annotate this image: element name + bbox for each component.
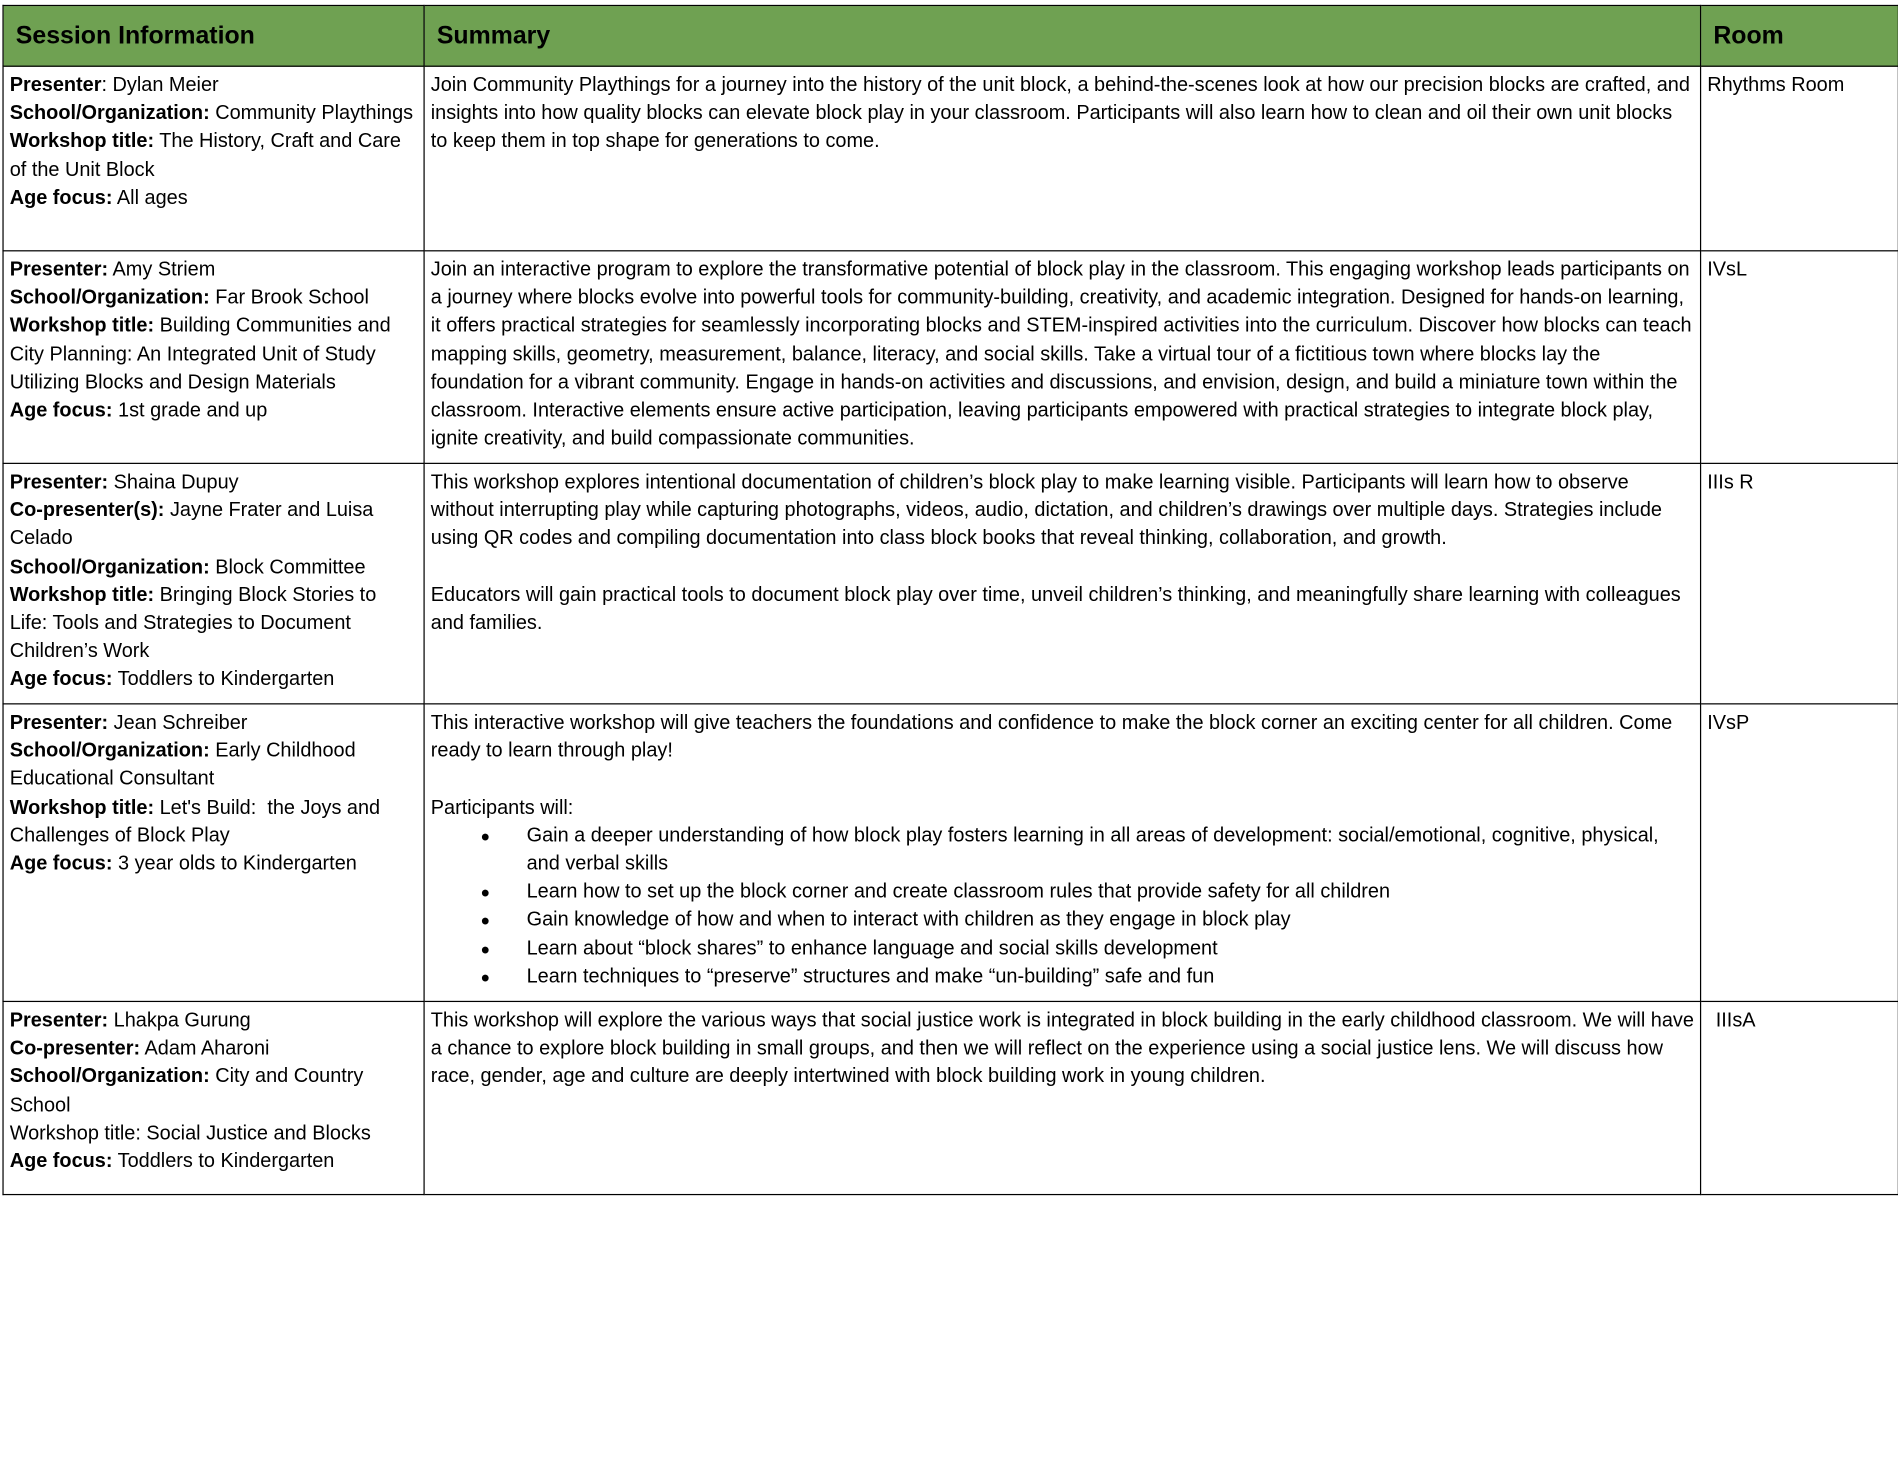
workshop-title-label: Workshop title: [9, 130, 155, 153]
room-cell [1701, 1001, 1898, 1194]
workshop-title-line [10, 582, 418, 667]
age-focus-line [10, 850, 418, 878]
list-item [480, 878, 1694, 906]
session-info-cell [3, 463, 424, 703]
presenter-line [10, 709, 418, 737]
table-row [3, 1001, 1898, 1194]
age-focus-label: Age focus: [9, 852, 113, 875]
age-focus: Toddlers to Kindergarten [112, 1150, 335, 1173]
presenter-label: Presenter: [9, 711, 109, 734]
school-name: Early Childhood Educational Consultant [9, 739, 356, 790]
age-focus-line [10, 1148, 418, 1176]
school-line [10, 553, 418, 581]
summary-paragraph-2: Educators will gain practical tools to document block play over time, unveil children’s thinking, and meaningfully share learning with colleagues and families. [430, 583, 1681, 635]
age-focus-label: Age focus: [9, 186, 113, 209]
summary-text: This workshop will explore the various ways that social justice work is integrated in block building in the early childhood classroom. We will have a chance to explore block building in small groups, and then we will reflect on the experience using a social justice lens. We will discuss how race, gender, age and culture are deeply intertwined with block building work in young children. [430, 1009, 1694, 1088]
presenter-line [10, 72, 418, 100]
presenter-label: Presenter: [9, 1009, 109, 1032]
presenter-name: Amy Striem [108, 258, 216, 281]
summary-text: Join Community Playthings for a journey into the history of the unit block, a behind-the-scenes look at how our precision blocks are crafted, and insights into how quality blocks can elevate block play in your classroom. Participants will also learn how to clean and oil their own unit blocks to keep them in top shape for generations to come. [430, 74, 1690, 153]
school-line [10, 738, 418, 794]
summary-cell [424, 66, 1700, 251]
copresenter-names: Jayne Frater and Luisa Celado [9, 499, 374, 550]
summary-paragraph-1: This interactive workshop will give teachers the foundations and confidence to make the block corner an exciting center for all children. Come ready to learn through play! [430, 711, 1673, 762]
school-name: Community Playthings [209, 102, 414, 125]
summary-cell [424, 704, 1700, 1002]
room-name: IVsL [1707, 258, 1748, 281]
presenter-name: Jean Schreiber [108, 711, 248, 734]
summary-text: Join an interactive program to explore the transformative potential of block play in the classroom. This engaging workshop leads participants on a journey where blocks evolve into powerful tools for community-building, creativity, and academic integration. Designed for hands-on learning, it offers practical strategies for seamlessly incorporating blocks and STEM-inspired activities into the curriculum. Discover how blocks can teach mapping skills, geometry, measurement, balance, literacy, and social skills. Take a virtual tour of a fictitious town where blocks lay the foundation for a vibrant community. Engage in hands-on activities and discussions, and envision, design, and build a miniature town within the classroom. Interactive elements ensure active participation, leaving participants empowered with practical strategies to integrate block play, ignite creativity, and build compassionate communities. [430, 258, 1692, 450]
workshop-title-label: Workshop title: [9, 583, 155, 606]
school-line [10, 1063, 418, 1119]
table-row [3, 463, 1898, 703]
workshop-title-line [10, 128, 418, 184]
presenter-name: Dylan Meier [107, 74, 219, 96]
school-label: School/Organization: [9, 739, 210, 762]
workshop-title-line: Workshop title: Social Justice and Blocks [9, 1122, 371, 1144]
school-name: Far Brook School [209, 286, 369, 309]
school-label: School/Organization: [9, 1065, 210, 1088]
session-info-cell [3, 704, 424, 1002]
list-item-text: Learn how to set up the block corner and create classroom rules that provide safety for all children [526, 880, 1391, 903]
summary-cell [424, 251, 1700, 464]
list-item-text: Gain knowledge of how and when to interact with children as they engage in block play [526, 909, 1291, 931]
bullet-icon: ● [480, 826, 491, 846]
presenter-name: Lhakpa Gurung [108, 1009, 251, 1032]
list-item [480, 822, 1694, 878]
bullet-icon: ● [480, 967, 491, 987]
list-item [480, 963, 1694, 991]
workshop-title: Let's Build: the Joys and Challenges of Block Play [9, 796, 386, 847]
workshop-title: The History, Craft and Care of the Unit Block [9, 130, 401, 181]
copresenter-label: Co-presenter: [9, 1037, 141, 1060]
workshop-title-line [10, 794, 418, 850]
presenter-line [10, 469, 418, 497]
summary-header: Summary [424, 5, 1700, 66]
school-label: School/Organization: [9, 102, 210, 125]
presenter-label: Presenter [9, 74, 102, 96]
workshop-title-label: Workshop title: [9, 796, 155, 819]
list-item-text: Learn techniques to “preserve” structures and make “un-building” safe and fun [526, 965, 1215, 988]
age-focus-line [10, 184, 418, 212]
list-item [480, 907, 1694, 935]
workshop-title-line [10, 313, 418, 398]
bullet-icon: ● [480, 939, 491, 958]
room-cell [1701, 463, 1898, 703]
summary-cell [424, 1001, 1700, 1194]
school-line [10, 100, 418, 128]
list-item [480, 935, 1694, 963]
room-name: Rhythms Room [1707, 74, 1845, 96]
age-focus: 3 year olds to Kindergarten [112, 852, 357, 875]
room-name: IIIsA [1715, 1009, 1756, 1032]
copresenter-label: Co-presenter(s): [9, 499, 165, 522]
session-info-cell [3, 66, 424, 251]
presenter-label: Presenter: [9, 258, 109, 281]
session-info-cell [3, 1001, 424, 1194]
list-item-text: Gain a deeper understanding of how block play fosters learning in all areas of development: social/emotional, cognitive, physical, and verbal skills [526, 824, 1659, 875]
age-focus-line [10, 397, 418, 425]
presenter-label: Presenter: [9, 471, 109, 494]
summary-paragraph-1: This workshop explores intentional documentation of children’s block play to make learning visible. Participants will learn how to observe without interrupting play while capturing photographs, videos, audio, dictation, and children’s drawings over multiple days. Strategies include using QR codes and compiling documentation into class block books that reveal thinking, collaboration, and growth. [430, 471, 1662, 550]
copresenter-line [10, 1035, 418, 1063]
age-focus-label: Age focus: [9, 668, 113, 691]
list-item-text: Learn about “block shares” to enhance language and social skills development [526, 937, 1218, 960]
school-label: School/Organization: [9, 555, 210, 578]
school-label: School/Organization: [9, 286, 210, 309]
room-name: IIIs R [1707, 471, 1754, 494]
presenter-line [10, 256, 418, 284]
table-row [3, 66, 1898, 251]
age-focus-label: Age focus: [9, 399, 113, 422]
presenter-sep: : [101, 74, 108, 96]
table-row [3, 251, 1898, 464]
bullet-icon: ● [480, 883, 491, 902]
age-focus: 1st grade and up [112, 399, 268, 422]
school-name: City and Country School [9, 1065, 364, 1116]
age-focus: Toddlers to Kindergarten [112, 668, 335, 691]
room-cell [1701, 66, 1898, 251]
workshop-title: Bringing Block Stories to Life: Tools and Strategies to Document Children’s Work [9, 583, 377, 663]
school-name: Block Committee [209, 555, 366, 578]
summary-cell [424, 463, 1700, 703]
room-name: IVsP [1707, 711, 1750, 734]
workshop-title-label: Workshop title: [9, 315, 155, 337]
age-focus-line [10, 666, 418, 694]
room-header: Room [1701, 5, 1898, 66]
outcomes-list [431, 822, 1694, 991]
table-row [3, 704, 1898, 1002]
age-focus-label: Age focus: [9, 1150, 113, 1173]
header-row [3, 5, 1898, 66]
copresenter-line [10, 497, 418, 553]
bullet-icon: ● [480, 911, 491, 930]
workshop-title: Building Communities and City Planning: An Integrated Unit of Study Utilizing Blocks and Design Materials [9, 315, 391, 394]
summary-paragraph-2: Participants will: [430, 796, 574, 819]
copresenter-names: Adam Aharoni [140, 1037, 270, 1060]
room-cell [1701, 704, 1898, 1002]
session-information-header: Session Information [3, 5, 424, 66]
session-info-cell [3, 251, 424, 464]
schedule-table [2, 5, 1898, 1195]
presenter-line [10, 1007, 418, 1035]
room-cell [1701, 251, 1898, 464]
age-focus: All ages [112, 186, 188, 209]
school-line [10, 284, 418, 312]
presenter-name: Shaina Dupuy [108, 471, 239, 494]
